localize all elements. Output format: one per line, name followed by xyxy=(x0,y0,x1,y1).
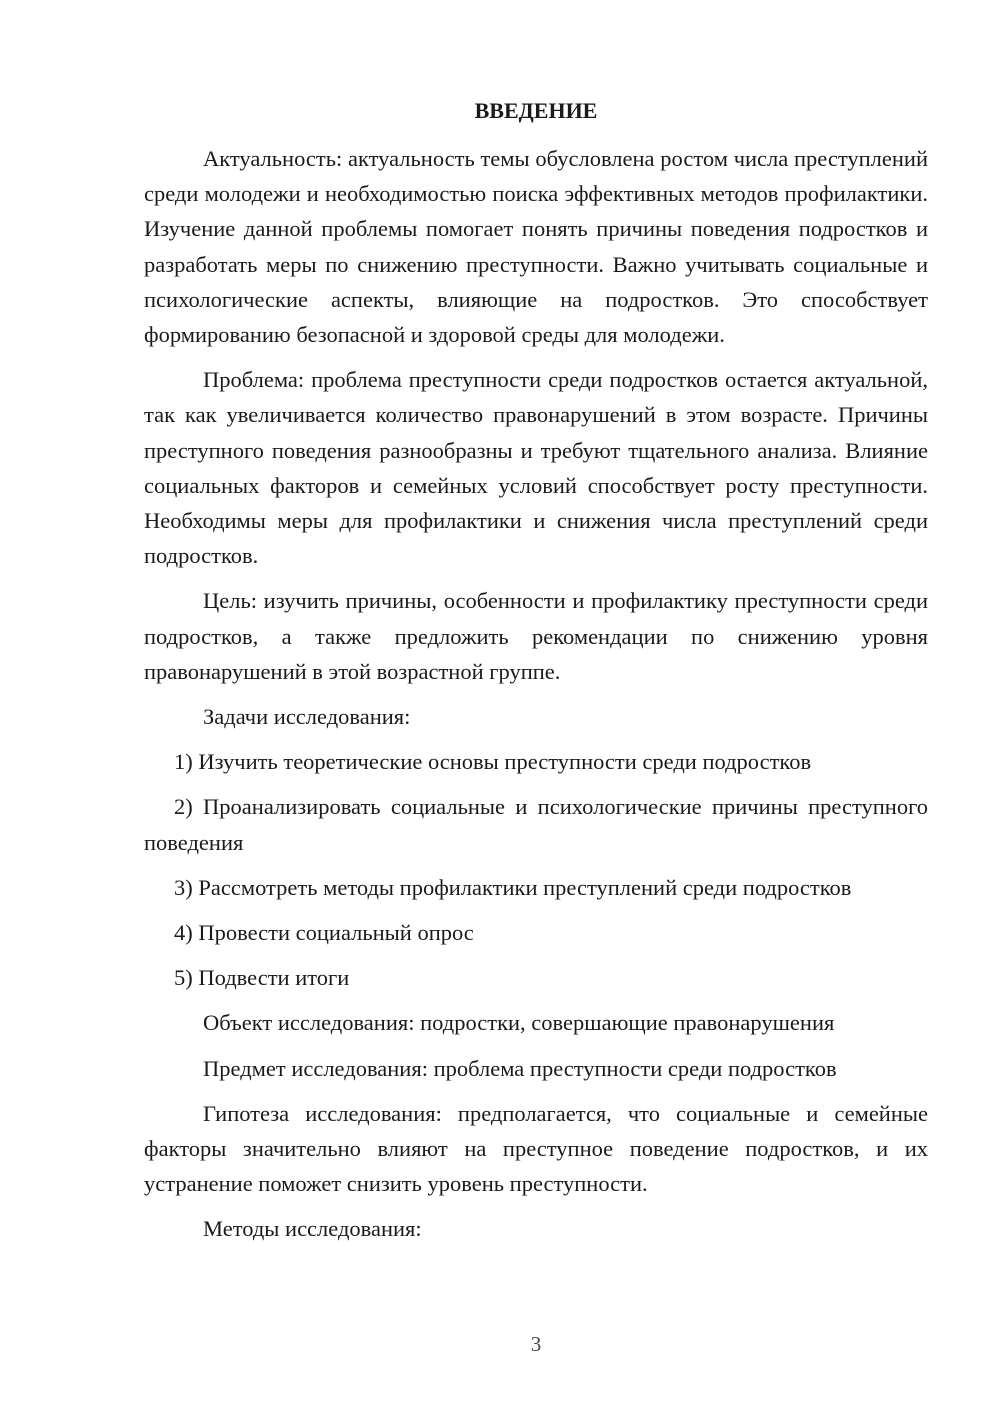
paragraph-relevance: Актуальность: актуальность темы обусловлена ростом числа преступлений среди молодежи и необходимостью поиска эффективных методов профилактики. Изучение данной проблемы помогает понять причины поведения подростков и разработать меры по снижению преступности. Важно учитывать социальные и психологические аспекты, влияющие на подростков. Это способствует формированию безопасной и здоровой среды для молодежи. xyxy=(144,146,928,348)
task-item-5: 5) Подвести итоги xyxy=(174,965,350,991)
paragraph-methods: Методы исследования: xyxy=(203,1216,422,1242)
task-item-2: 2) Проанализировать социальные и психологические причины преступного поведения xyxy=(144,794,928,855)
task-item-1: 1) Изучить теоретические основы преступности среди подростков xyxy=(174,749,812,775)
task-item-4: 4) Провести социальный опрос xyxy=(174,920,474,946)
paragraph-subject: Предмет исследования: проблема преступности среди подростков xyxy=(203,1055,837,1081)
paragraph-problem: Проблема: проблема преступности среди подростков остается актуальной, так как увеличивается количество правонарушений в этом возрасте. Причины преступного поведения разнообразны и требуют тщательного анализа. Влияние социальных факторов и семейных условий способствует росту преступности. Необходимы меры для профилактики и снижения числа преступлений среди подростков. xyxy=(144,367,928,569)
paragraph-object: Объект исследования: подростки, совершающие правонарушения xyxy=(203,1010,835,1036)
paragraph-goal: Цель: изучить причины, особенности и профилактику преступности среди подростков, а также предложить рекомендации по снижению уровня правонарушений в этой возрастной группе. xyxy=(144,588,928,684)
page-title: ВВЕДЕНИЕ xyxy=(474,98,598,123)
page-number: 3 xyxy=(530,1332,542,1356)
document-body xyxy=(144,141,928,1257)
task-item-3: 3) Рассмотреть методы профилактики преступлений среди подростков xyxy=(174,874,852,900)
paragraph-tasks-heading: Задачи исследования: xyxy=(203,704,411,730)
paragraph-hypothesis: Гипотеза исследования: предполагается, что социальные и семейные факторы значительно влияют на преступное поведение подростков, и их устранение поможет снизить уровень преступности. xyxy=(144,1100,928,1197)
